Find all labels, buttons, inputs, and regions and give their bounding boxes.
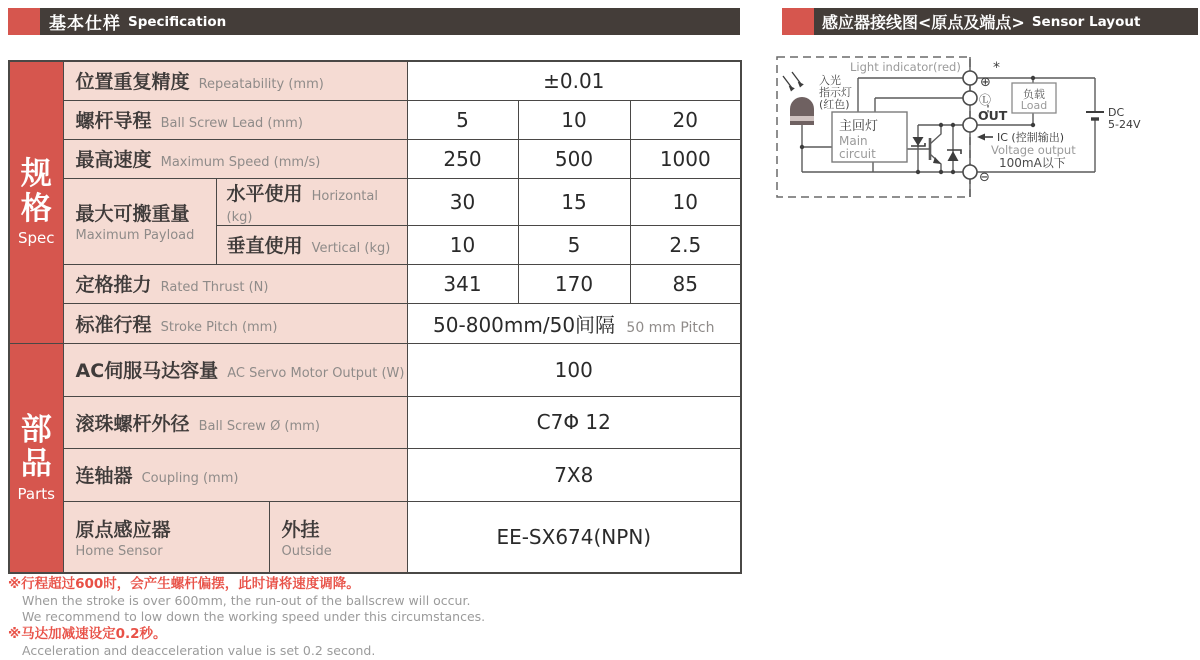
asterisk-mark: *	[993, 60, 1000, 76]
table-row	[9, 139, 741, 178]
load-label-en: Load	[1020, 99, 1048, 112]
footnote-en-1: When the stroke is over 600mm, the run-out of the ballscrew will occur.	[22, 593, 471, 608]
red-accent-square	[8, 8, 40, 35]
value-cell-screw-od: C7Φ 12	[407, 396, 741, 448]
sensor-layout-header-bar	[782, 8, 1198, 35]
table-row	[9, 448, 741, 501]
value-cell-servo: 100	[407, 343, 741, 396]
dc-label: DC	[1108, 106, 1125, 119]
label-zh: 位置重复精度	[75, 71, 190, 94]
table-row	[9, 178, 741, 225]
stroke-value: 50-800mm/50间隔	[433, 312, 616, 337]
light-indicator-label: Light indicator(red)	[850, 60, 961, 74]
label-cell-home-sensor	[63, 501, 269, 573]
red-accent-square	[782, 8, 814, 35]
main-circuit-label-zh: 主回灯	[839, 119, 879, 134]
value-cell-sensor-model: EE-SX674(NPN)	[407, 501, 741, 573]
terminal-plus	[963, 71, 977, 85]
value-cell: 5	[518, 225, 630, 264]
section-label-en: Spec	[17, 229, 55, 248]
label-cell-coupling	[63, 448, 407, 501]
specification-title-zh: 基本仕样	[49, 14, 121, 34]
label-zh: 最高速度	[75, 149, 152, 171]
minus-terminal-symbol: ⊖	[979, 170, 990, 185]
value-cell-repeatability: ±0.01	[407, 61, 741, 100]
label-cell-stroke	[63, 303, 407, 343]
label-en: Maximum Speed (mm/s)	[160, 155, 321, 170]
out-label: OUT	[978, 108, 1008, 123]
label-en: AC Servo Motor Output (W)	[227, 366, 405, 381]
specification-title-en: Specification	[128, 13, 227, 30]
label-en: Outside	[281, 543, 332, 559]
main-circuit-label-en1: Main	[839, 134, 868, 148]
label-cell-payload	[63, 178, 216, 264]
voltage-output-label: Voltage output	[991, 143, 1076, 157]
label-cell-repeatability	[63, 61, 407, 100]
ic-output-label: IC (控制输出)	[997, 131, 1065, 144]
value-cell: 30	[407, 178, 518, 225]
label-zh: 垂直使用	[226, 235, 303, 257]
label-zh: 螺杆导程	[75, 110, 152, 132]
section-cell-spec	[9, 61, 63, 343]
value-cell: 10	[518, 100, 630, 139]
label-zh: 原点感应器	[75, 518, 171, 541]
label-zh: 水平使用	[226, 182, 303, 205]
label-en: Repeatability (mm)	[198, 77, 324, 93]
value-cell-stroke	[407, 303, 741, 343]
table-row	[9, 100, 741, 139]
led-indicator-icon	[783, 72, 814, 125]
current-limit-label: 100mA以下	[999, 156, 1066, 170]
value-cell: 500	[518, 139, 630, 178]
label-zh: 外挂	[281, 518, 320, 541]
terminal-l	[963, 91, 977, 105]
main-circuit-label-en2: circuit	[839, 147, 876, 161]
label-cell-speed	[63, 139, 407, 178]
label-zh: 最大可搬重量	[75, 203, 190, 225]
load-label-zh: 负载	[1023, 88, 1045, 101]
battery-icon	[1086, 112, 1104, 119]
label-zh: 标准行程	[75, 313, 152, 336]
plus-terminal-symbol: ⊕	[980, 75, 991, 90]
value-cell: 10	[407, 225, 518, 264]
section-label-en: Parts	[17, 484, 55, 503]
value-cell: 10	[630, 178, 741, 225]
label-en: Maximum Payload	[75, 228, 195, 243]
value-cell: 85	[630, 264, 741, 303]
label-zh: 连轴器	[75, 465, 133, 487]
label-en: Ball Screw Lead (mm)	[160, 116, 303, 131]
section-label-zh: 规格	[20, 156, 52, 227]
table-row	[9, 61, 741, 100]
label-cell-thrust	[63, 264, 407, 303]
section-label-zh: 部品	[20, 411, 52, 483]
value-cell: 250	[407, 139, 518, 178]
value-cell: 170	[518, 264, 630, 303]
value-cell: 15	[518, 178, 630, 225]
value-cell: 2.5	[630, 225, 741, 264]
incoming-light-label-1: 入光	[819, 74, 841, 87]
sensor-layout-title-zh: 感应器接线图<原点及端点>	[822, 13, 1025, 32]
section-cell-parts	[9, 343, 63, 573]
footnote-zh-2: ※马达加减速设定0.2秒。	[8, 626, 167, 642]
footnote-zh-1: ※行程超过600时，会产生螺杆偏摆，此时请将速度调降。	[8, 576, 360, 592]
footnote-en-2: We recommend to low down the working speed under this circumstances.	[22, 608, 486, 624]
label-en: Rated Thrust (N)	[160, 280, 269, 295]
ic-arrow-icon	[977, 134, 993, 141]
label-en: Coupling (mm)	[141, 471, 239, 486]
dc-range-label: 5-24V	[1108, 118, 1141, 131]
table-row	[9, 501, 741, 573]
label-en: Stroke Pitch (mm)	[160, 319, 278, 335]
table-row	[9, 303, 741, 343]
specification-header-bar	[8, 8, 740, 35]
sensor-layout-title-en: Sensor Layout	[1031, 13, 1141, 30]
l-terminal-symbol: Ⓛ	[979, 93, 992, 107]
table-row	[9, 264, 741, 303]
label-cell-vertical	[216, 225, 407, 264]
stroke-value-en: 50 mm Pitch	[626, 319, 715, 336]
label-cell-screw-od	[63, 396, 407, 448]
value-cell: 1000	[630, 139, 741, 178]
footnotes	[8, 573, 728, 658]
table-row	[9, 343, 741, 396]
label-en: Horizontal (kg)	[226, 188, 378, 225]
label-en: Vertical (kg)	[311, 241, 391, 256]
value-cell: 20	[630, 100, 741, 139]
sensor-wiring-diagram	[775, 50, 1195, 202]
label-zh: 滚珠螺杆外径	[75, 412, 190, 435]
incoming-light-label-2: 指示灯	[819, 86, 852, 99]
terminal-out	[963, 118, 977, 132]
label-cell-servo	[63, 343, 407, 396]
label-cell-lead	[63, 100, 407, 139]
terminal-minus	[963, 165, 977, 179]
label-zh: 定格推力	[75, 274, 152, 296]
table-row	[9, 396, 741, 448]
label-en: Ball Screw Ø (mm)	[198, 418, 320, 434]
value-cell-coupling: 7X8	[407, 448, 741, 501]
footnote-en-3: Acceleration and deacceleration value is set 0.2 second.	[22, 643, 376, 658]
value-cell: 5	[407, 100, 518, 139]
value-cell: 341	[407, 264, 518, 303]
label-zh: AC伺服马达容量	[75, 360, 219, 382]
label-cell-outside	[269, 501, 407, 573]
specification-table	[8, 60, 742, 574]
incoming-light-label-3: (红色)	[819, 98, 850, 111]
label-cell-horizontal	[216, 178, 407, 225]
label-en: Home Sensor	[75, 543, 163, 559]
